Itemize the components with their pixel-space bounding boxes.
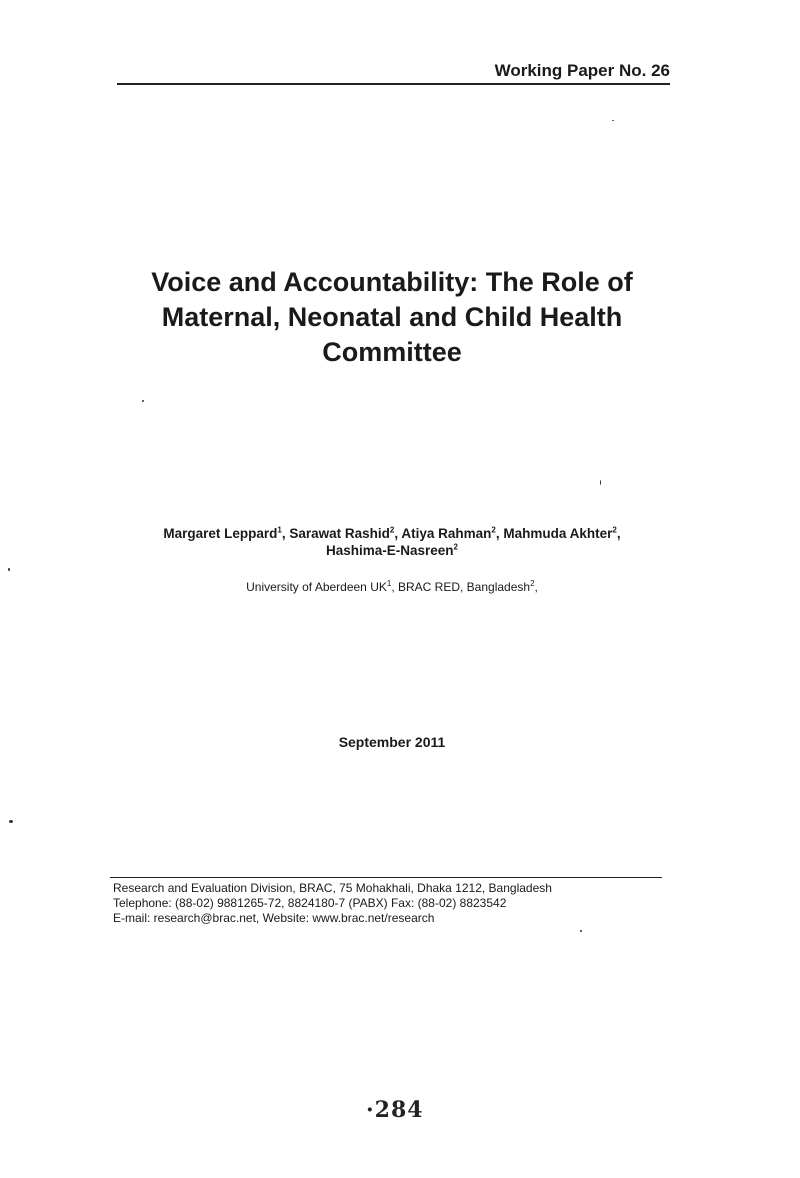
affiliations: [100, 580, 684, 594]
scan-speck: [8, 568, 10, 571]
scan-speck: [142, 400, 144, 402]
header-rule: [117, 83, 670, 85]
affil-mark-1: 1: [386, 579, 392, 588]
publication-date: September 2011: [338, 734, 446, 750]
author-affil-mark: 2: [491, 525, 496, 535]
affiliation-1: University of Aberdeen UK: [246, 580, 387, 594]
footer-address: Research and Evaluation Division, BRAC, 75 Mohakhali, Dhaka 1212, Bangladesh: [113, 881, 552, 895]
title-line-2: Maternal, Neonatal and Child Health: [161, 302, 623, 332]
footer-contact: E-mail: research@brac.net, Website: www.brac.net/research: [113, 911, 435, 925]
paper-title: [100, 265, 684, 370]
author-name: Sarawat Rashid: [289, 526, 390, 541]
author-line-1: [100, 525, 684, 542]
footer-telephone: Telephone: (88-02) 9881265-72, 8824180-7 (PABX) Fax: (88-02) 8823542: [113, 896, 507, 910]
author-name: Hashima-E-Nasreen: [325, 543, 454, 558]
footer-rule: [110, 877, 662, 878]
working-paper-label: Working Paper No. 26: [494, 61, 670, 80]
author-name: Margaret Leppard: [163, 526, 278, 541]
author-affil-mark: 2: [453, 542, 458, 552]
author-separator: ,: [281, 526, 290, 541]
title-line-1: Voice and Accountability: The Role of: [151, 267, 633, 297]
affil-mark-2: 2: [530, 579, 535, 588]
author-separator: ,: [616, 526, 621, 541]
affiliation-2: , BRAC RED, Bangladesh: [391, 580, 531, 594]
author-affil-mark: 1: [277, 525, 282, 535]
handwritten-page-number: ·284: [366, 1097, 424, 1123]
author-separator: ,: [394, 526, 402, 541]
scan-speck: [9, 820, 13, 823]
title-line-3: Committee: [322, 337, 462, 367]
scan-speck: [600, 480, 601, 485]
scan-speck: [612, 120, 614, 121]
author-affil-mark: 2: [612, 525, 617, 535]
publisher-footer: [113, 881, 552, 926]
affiliation-trailing: ,: [534, 580, 538, 594]
author-list: [100, 525, 684, 559]
author-separator: ,: [495, 526, 504, 541]
author-name: Mahmuda Akhter: [503, 526, 613, 541]
author-name: Atiya Rahman: [401, 526, 492, 541]
author-affil-mark: 2: [389, 525, 395, 535]
scan-speck: [580, 930, 582, 932]
author-line-2: [100, 542, 684, 559]
